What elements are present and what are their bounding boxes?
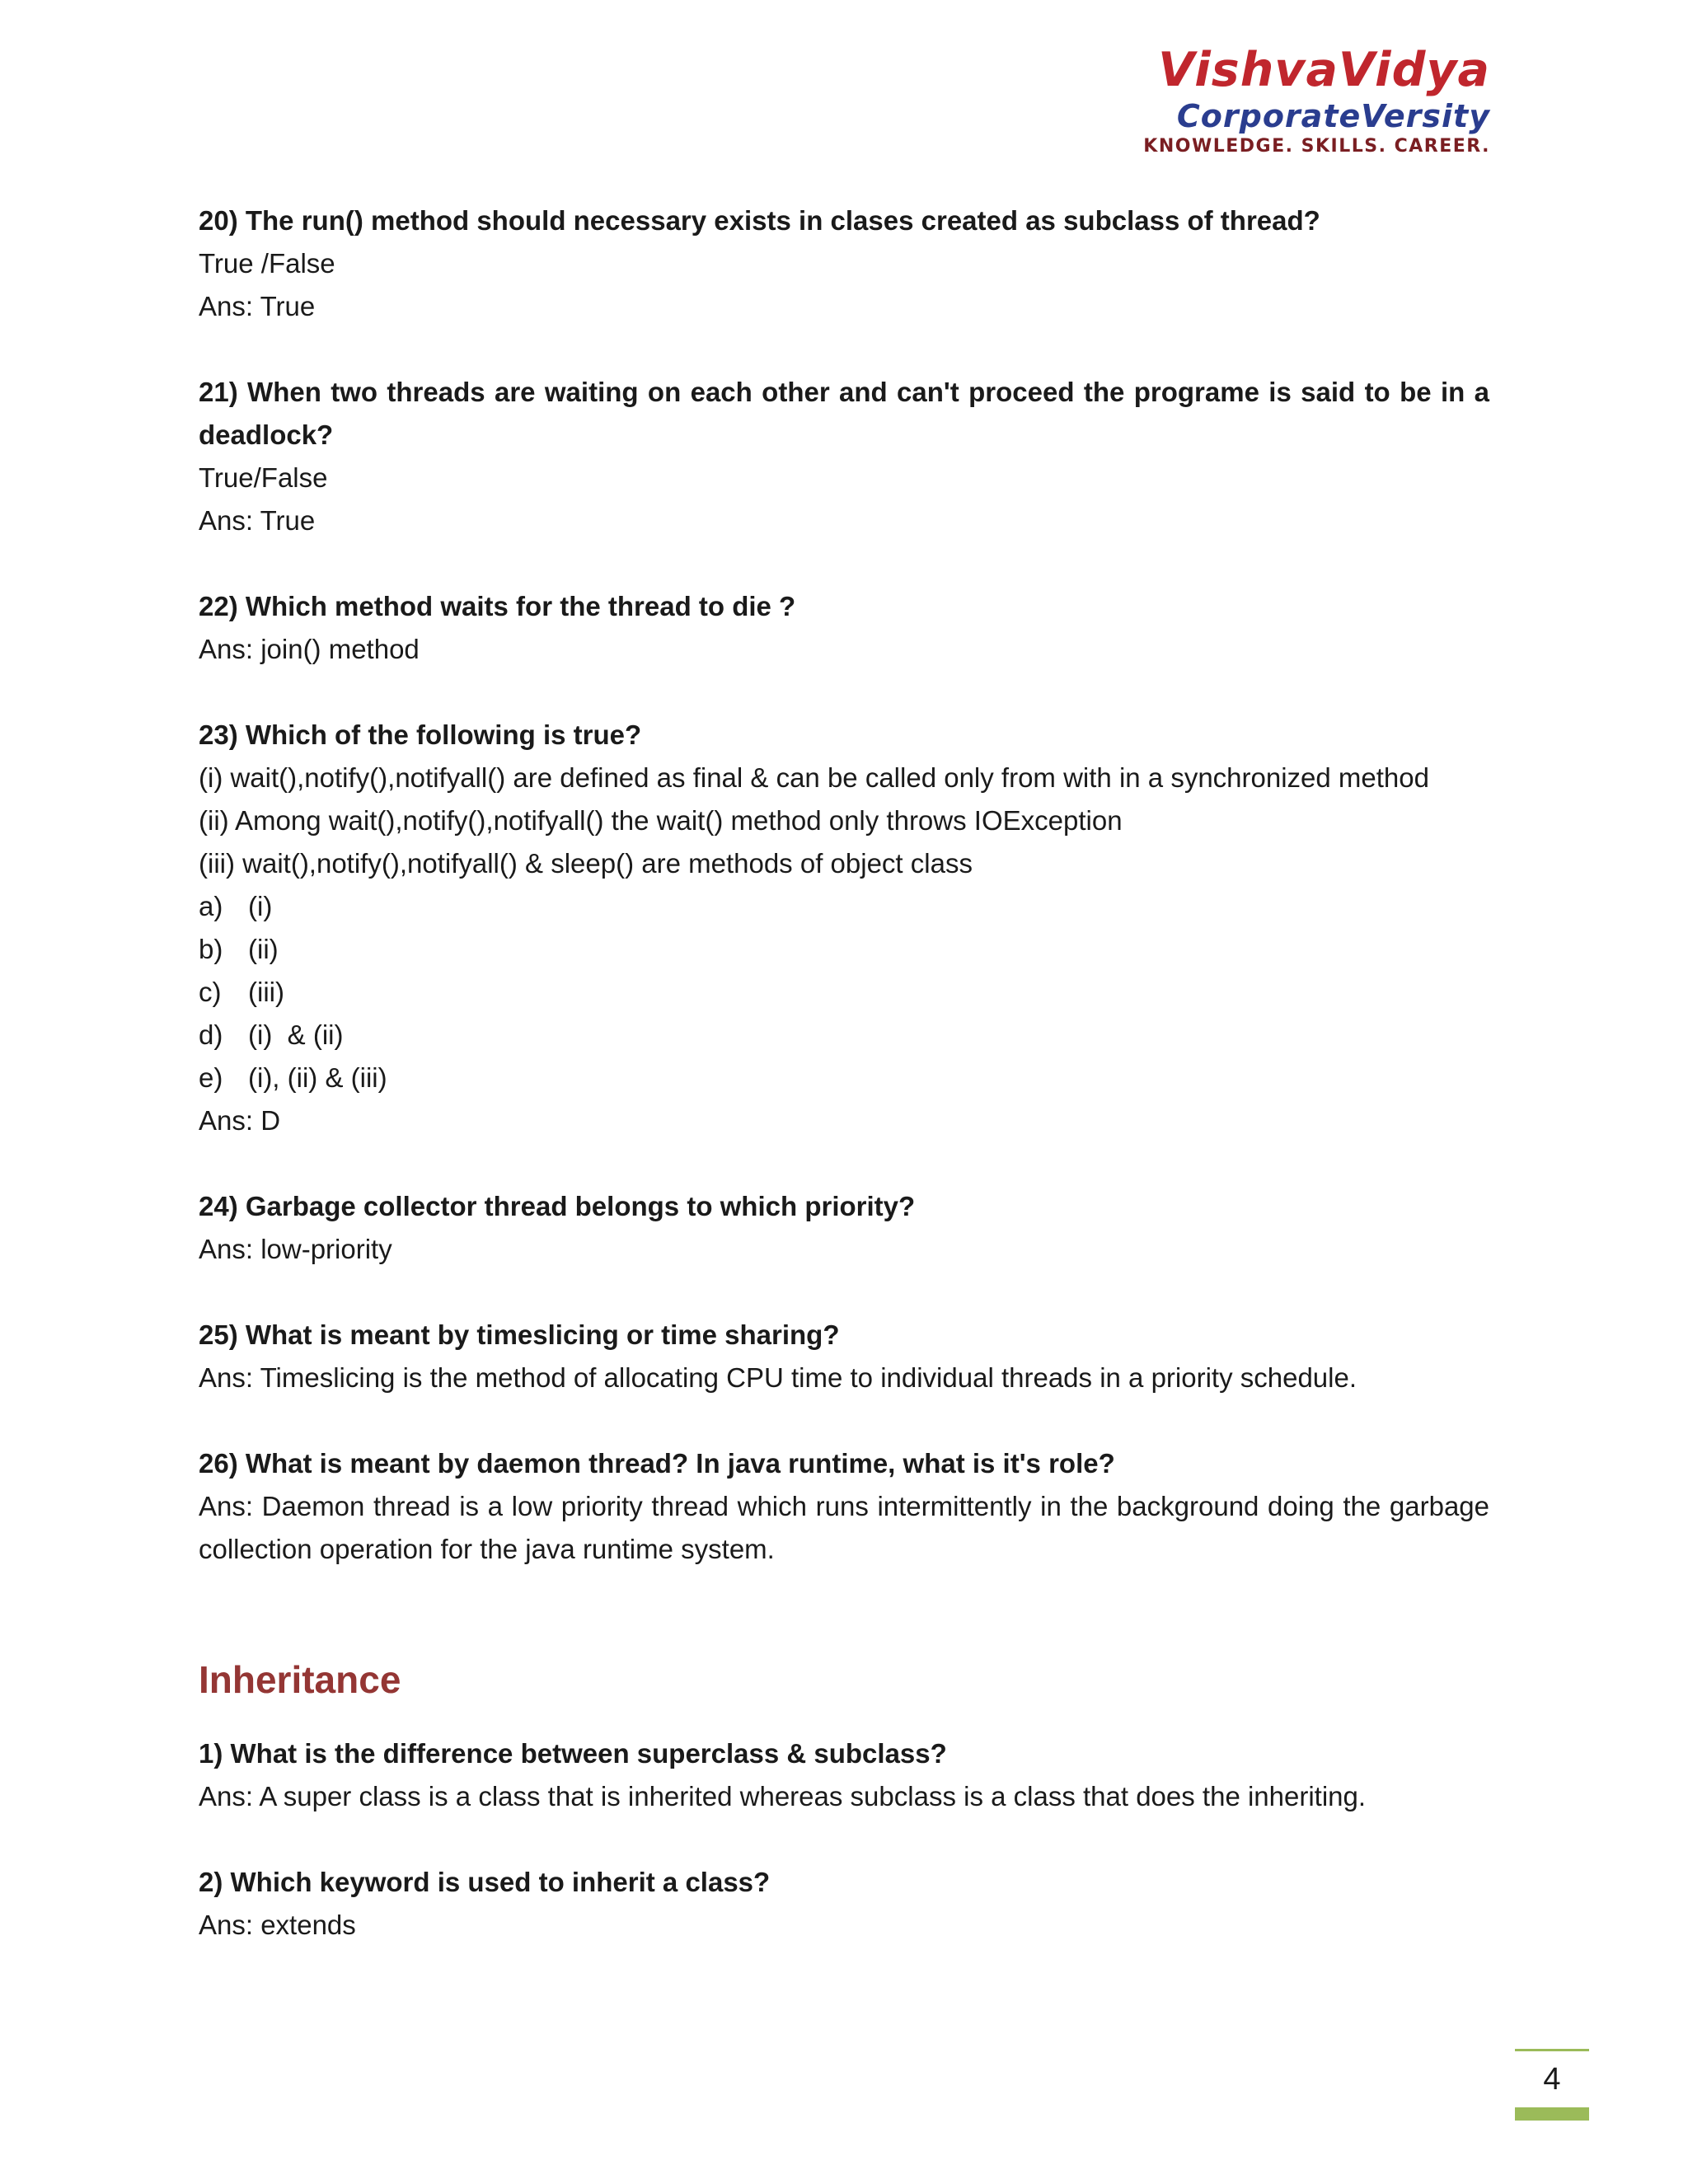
choice-item [199, 1057, 1489, 1099]
logo-main-text: VishvaVidya [1158, 43, 1490, 97]
section-heading-inheritance: Inheritance [199, 1658, 401, 1701]
page-number-bottom-bar [1515, 2107, 1589, 2121]
statement-item: (ii) Among wait(),notify(),notifyall() the wait() method only throws IOException [199, 805, 1123, 836]
question-options: True /False [199, 248, 335, 279]
question-text: 20) The run() method should necessary exists in clases created as subclass of thread? [199, 205, 1320, 236]
question-text: 26) What is meant by daemon thread? In java runtime, what is it's role? [199, 1448, 1115, 1479]
document-body [199, 199, 1489, 1947]
question-text: 25) What is meant by timeslicing or time sharing? [199, 1319, 840, 1350]
company-logo [1029, 43, 1490, 158]
question-text: 22) Which method waits for the thread to die ? [199, 591, 796, 621]
question-text: 21) When two threads are waiting on each other and can't proceed the programe is said to be in a deadlock? [199, 377, 1489, 450]
choice-text: (i) & (ii) [248, 1019, 344, 1050]
question-20 [199, 199, 1489, 328]
choice-text: (i), (ii) & (iii) [248, 1062, 387, 1093]
choice-item [199, 1014, 1489, 1057]
inheritance-question-1 [199, 1732, 1489, 1818]
logo-tagline: KNOWLEDGE. SKILLS. CAREER. [1143, 136, 1490, 157]
inheritance-question-2 [199, 1861, 1489, 1947]
answer-text: Ans: extends [199, 1910, 356, 1940]
answer-text: Ans: True [199, 291, 316, 321]
choice-letter: c) [199, 977, 222, 1007]
choice-letter: e) [199, 1062, 223, 1093]
choice-text: (iii) [248, 977, 284, 1007]
question-options: True/False [199, 462, 328, 493]
choice-text: (ii) [248, 934, 279, 964]
choice-letter: b) [199, 934, 223, 964]
question-text: 24) Garbage collector thread belongs to which priority? [199, 1191, 916, 1221]
choice-letter: d) [199, 1019, 223, 1050]
answer-text: Ans: Daemon thread is a low priority thread which runs intermittently in the background doing the garbage collection operation for the java runtime system. [199, 1491, 1489, 1564]
choice-text: (i) [248, 891, 273, 921]
logo-sub-text: CorporateVersity [1176, 98, 1490, 134]
choice-item [199, 928, 1489, 971]
question-24 [199, 1185, 1489, 1271]
page-number: 4 [1543, 2062, 1561, 2097]
answer-text: Ans: Timeslicing is the method of allocating CPU time to individual threads in a priority schedule. [199, 1362, 1357, 1393]
answer-text: Ans: True [199, 505, 316, 536]
page-number-box [1515, 2049, 1589, 2121]
answer-text: Ans: A super class is a class that is inherited whereas subclass is a class that does the inheriting. [199, 1781, 1367, 1811]
question-22 [199, 585, 1489, 671]
question-text: 23) Which of the following is true? [199, 719, 642, 750]
question-26 [199, 1442, 1489, 1571]
choice-item [199, 885, 1489, 928]
question-text: 2) Which keyword is used to inherit a class? [199, 1867, 771, 1897]
question-text: 1) What is the difference between superclass & subclass? [199, 1738, 947, 1769]
question-25 [199, 1314, 1489, 1399]
question-23 [199, 714, 1489, 1142]
answer-text: Ans: low-priority [199, 1234, 392, 1264]
question-21 [199, 371, 1489, 542]
answer-text: Ans: join() method [199, 634, 420, 664]
statement-item: (i) wait(),notify(),notifyall() are defined as final & can be called only from with in a synchronized method [199, 762, 1429, 793]
answer-text: Ans: D [199, 1105, 281, 1136]
choice-item [199, 971, 1489, 1014]
statement-item: (iii) wait(),notify(),notifyall() & sleep() are methods of object class [199, 848, 973, 879]
choice-letter: a) [199, 891, 223, 921]
